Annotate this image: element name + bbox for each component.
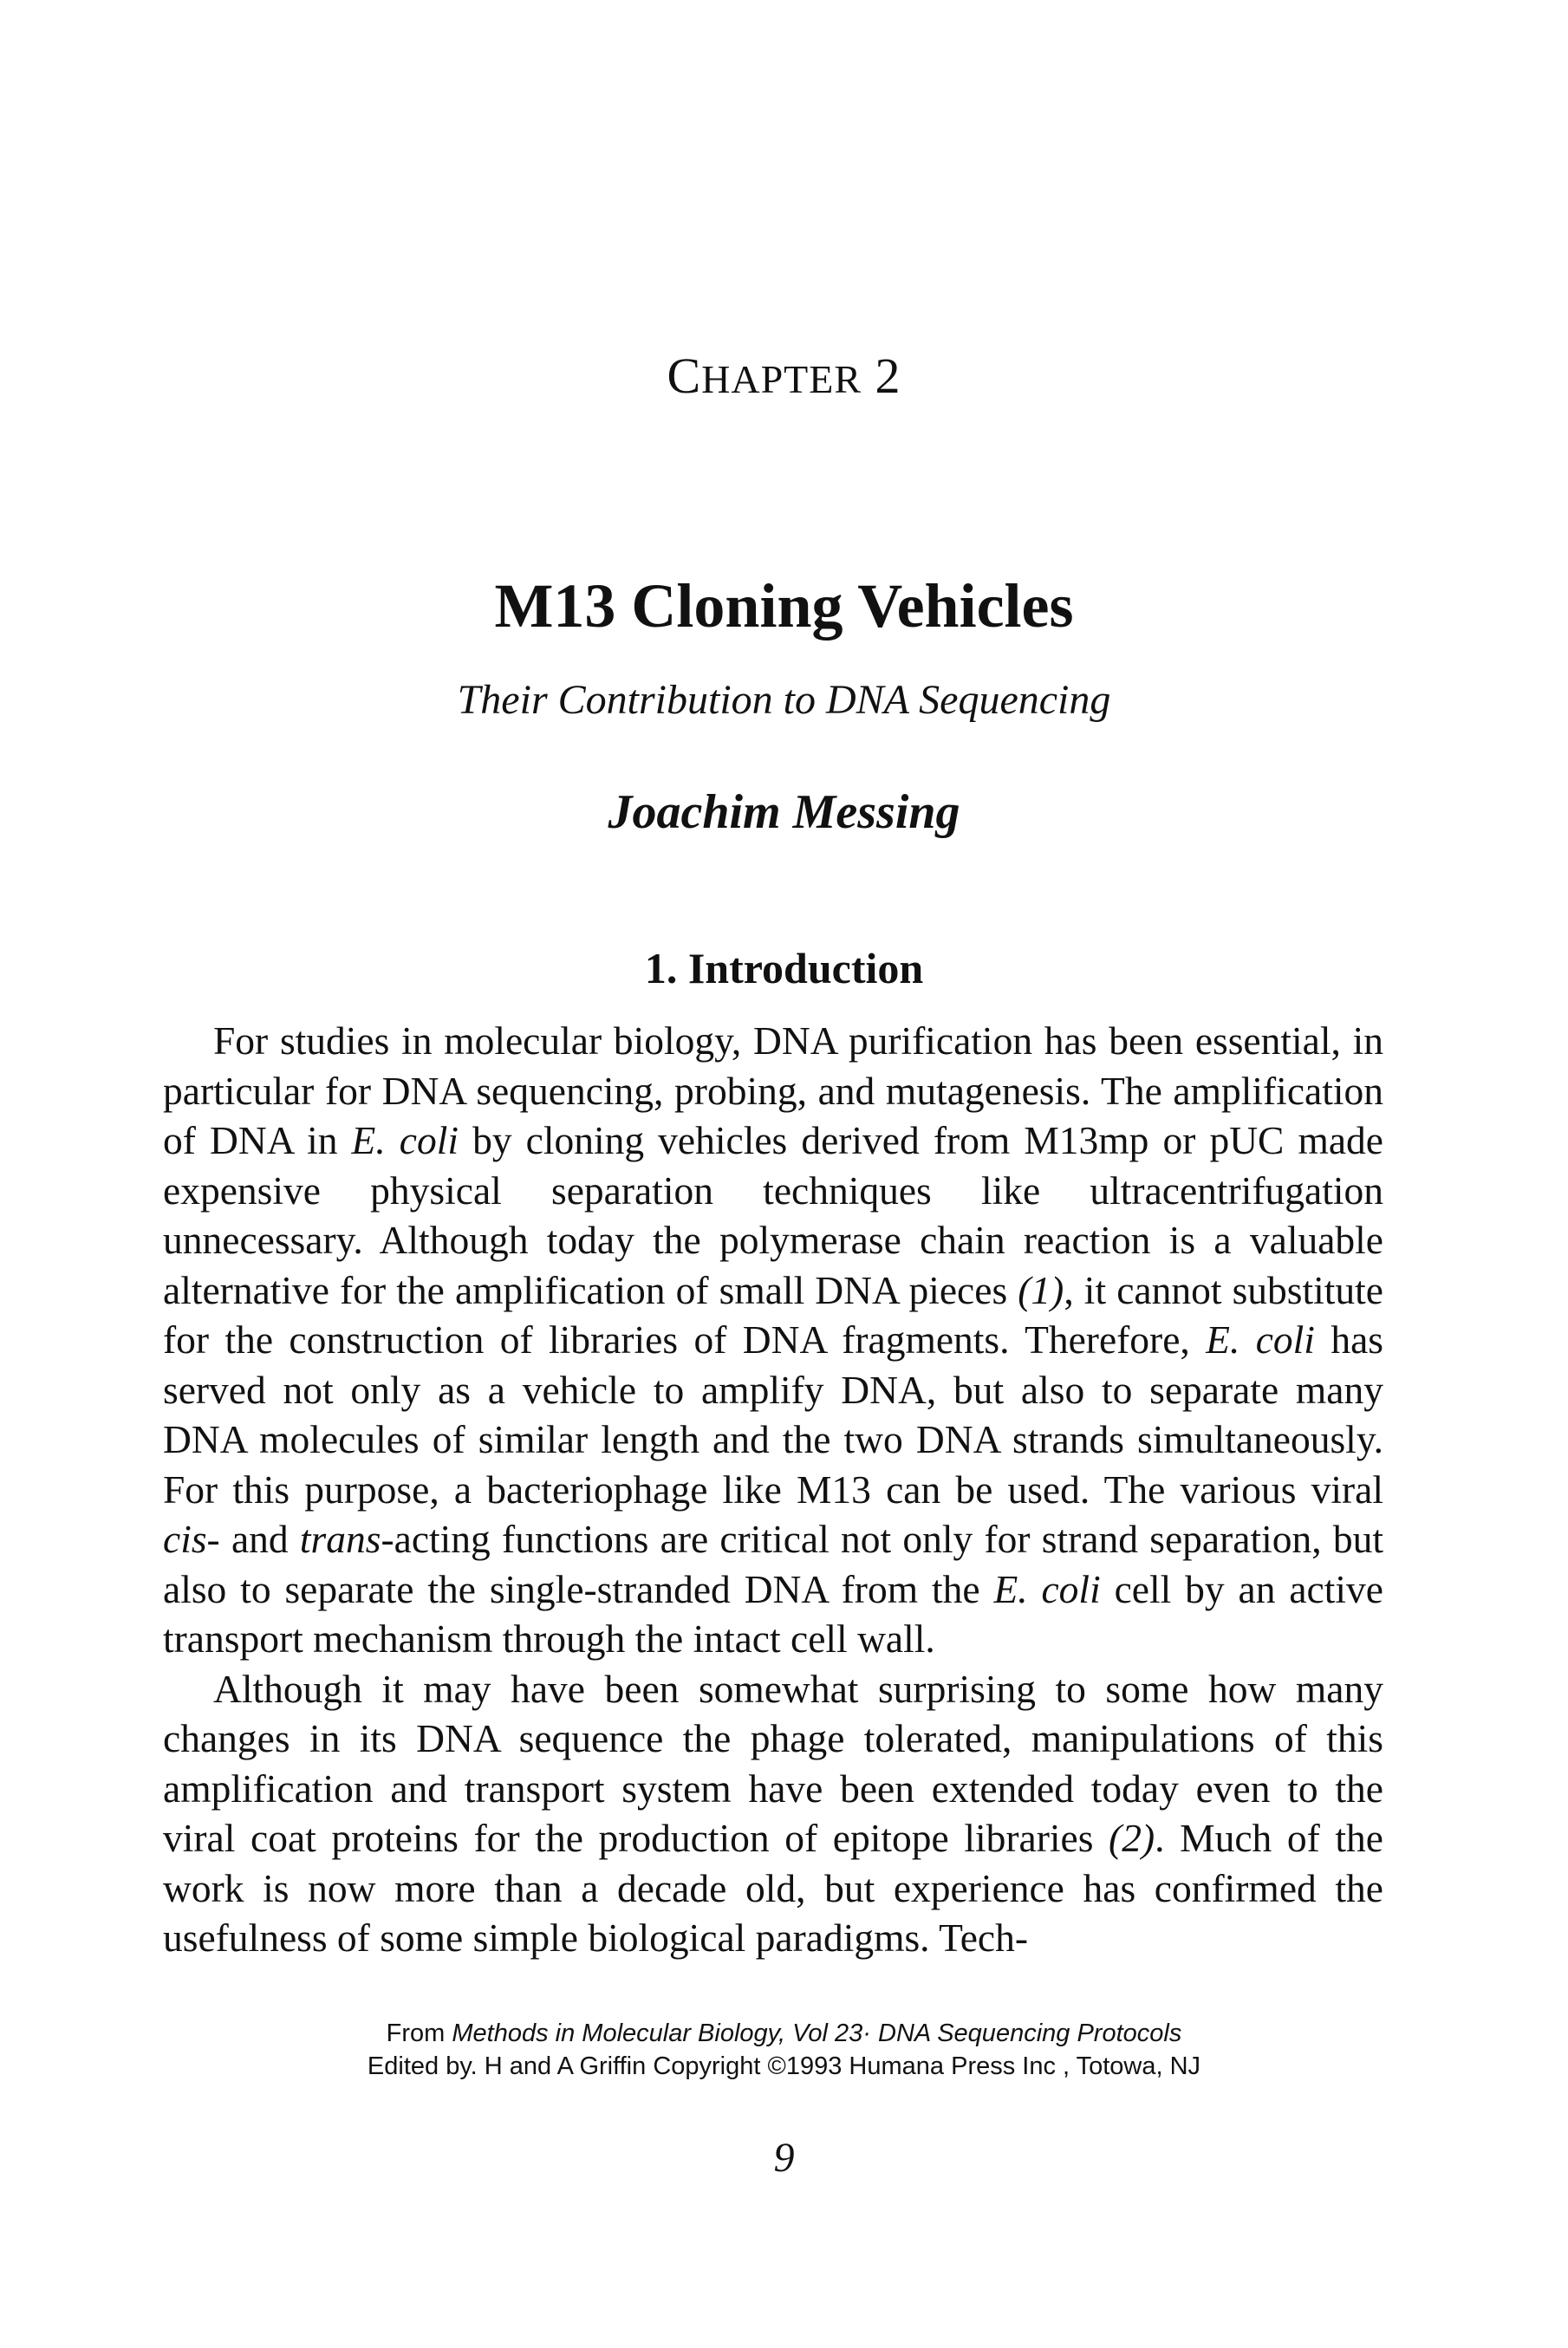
footnote-from: From <box>386 2020 452 2047</box>
page-number: 9 <box>773 2135 795 2181</box>
p1-italic-3: E. coli <box>993 1566 1101 1611</box>
chapter-number: 2 <box>875 348 901 404</box>
section-heading: 1. Introduction <box>644 944 924 992</box>
p1-italic-cis: cis <box>163 1517 207 1561</box>
p1-italic-trans: trans <box>299 1517 381 1561</box>
author-name: Joachim Messing <box>608 785 960 839</box>
p2-citation-1: (2) <box>1109 1816 1155 1860</box>
p1-text-1: For studies in molecular biology, DNA purification has been essential, in particular for DNA sequencing, probing, and mutagenesis. The amplification of DNA in <box>163 1018 1383 1162</box>
p1-text-2: by cloning vehicles derived from M13mp or pUC made expensive physical separation techniques like ultracentrifugation unnecessary. Although today the polymerase chain reaction is a valuable alternative for the amplification of small DNA pieces <box>163 1118 1383 1312</box>
source-footnote <box>0 2017 1568 2083</box>
footnote-source: Methods in Molecular Biology, Vol 23· DNA Sequencing Protocols <box>452 2020 1182 2047</box>
chapter-label-initial: C <box>667 348 702 404</box>
p1-italic-2: E. coli <box>1206 1317 1315 1362</box>
paragraph-2 <box>163 1664 1383 1963</box>
chapter-subtitle: Their Contribution to DNA Sequencing <box>457 677 1111 723</box>
p1-citation-1: (1) <box>1018 1267 1064 1312</box>
p1-text-6: -acting functions are critical not only for strand separation, but also to separate the single-stranded DNA from the <box>163 1517 1383 1611</box>
chapter-label <box>0 347 1568 405</box>
p1-text-3: , it cannot substitute for the construction of libraries of DNA fragments. Therefore, <box>163 1267 1383 1362</box>
p1-italic-1: E. coli <box>351 1118 459 1162</box>
p2-text-1: Although it may have been somewhat surprising to some how many changes in its DNA sequence the phage tolerated, manipulations of this amplification and transport system have been extended today even to the viral coat proteins for the production of epitope libraries <box>163 1666 1383 1860</box>
footnote-line-2: Edited by. H and A Griffin Copyright ©1993 Humana Press Inc , Totowa, NJ <box>367 2052 1201 2080</box>
p1-text-4: has served not only as a vehicle to amplify DNA, but also to separate many DNA molecules of similar length and the two DNA strands simultaneously. For this purpose, a bacteriophage like M13 can be used. The various viral <box>163 1317 1383 1512</box>
footnote-line-1 <box>0 2017 1568 2050</box>
p1-text-5: - and <box>206 1517 300 1561</box>
p2-text-2: . Much of the work is now more than a decade old, but experience has confirmed the usefulness of some simple biological paradigms. Tech- <box>163 1816 1383 1960</box>
chapter-label-rest: HAPTER <box>701 357 862 401</box>
body-text <box>163 1016 1383 1963</box>
chapter-title: M13 Cloning Vehicles <box>494 571 1074 641</box>
paragraph-1 <box>163 1016 1383 1664</box>
p1-text-7: cell by an active transport mechanism through the intact cell wall. <box>163 1566 1383 1661</box>
